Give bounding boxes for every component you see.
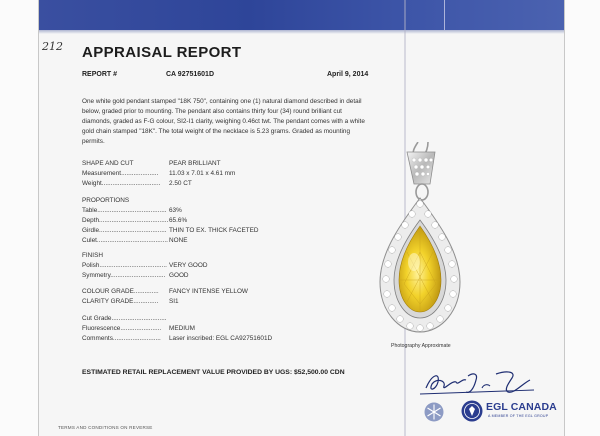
detail-label: Depth....................................... bbox=[82, 217, 169, 224]
pendant-photo bbox=[362, 142, 472, 342]
section-title-finish: FINISH bbox=[82, 252, 103, 259]
terms-note: TERMS AND CONDITIONS ON REVERSE bbox=[58, 425, 153, 430]
detail-label: Polish...................................... bbox=[82, 262, 167, 269]
detail-row-fluorescence bbox=[82, 324, 382, 333]
detail-row-culet bbox=[82, 236, 382, 245]
detail-row-clarity-grade bbox=[82, 297, 382, 306]
detail-value: 11.03 x 7.01 x 4.61 mm bbox=[169, 170, 236, 177]
detail-row-comments bbox=[82, 334, 382, 343]
detail-label: Table....................................... bbox=[82, 207, 167, 214]
detail-label: Weight................................. bbox=[82, 180, 161, 187]
detail-value: THIN TO EX. THICK FACETED bbox=[169, 227, 259, 234]
detail-value: 65.6% bbox=[169, 217, 188, 224]
detail-value: GOOD bbox=[169, 272, 189, 279]
detail-label: Comments........................... bbox=[82, 335, 161, 342]
egl-canada-logo: EGL CANADA bbox=[486, 401, 557, 413]
photo-caption: Photography Approximate bbox=[391, 343, 451, 349]
detail-label: Symmetry............................... bbox=[82, 272, 166, 279]
detail-row-shape bbox=[82, 159, 382, 168]
retail-value-statement: ESTIMATED RETAIL REPLACEMENT VALUE PROVIDED BY UGS: $52,500.00 CDN bbox=[82, 369, 345, 376]
egl-tagline: A MEMBER OF THE EGL GROUP bbox=[488, 414, 549, 418]
detail-row-symmetry bbox=[82, 271, 382, 280]
detail-value: MEDIUM bbox=[169, 325, 195, 332]
report-date: April 9, 2014 bbox=[327, 71, 369, 78]
signature bbox=[418, 366, 538, 398]
egl-seal-icon bbox=[461, 400, 483, 422]
page-title: APPRAISAL REPORT bbox=[82, 44, 242, 61]
detail-label: Cut Grade............................... bbox=[82, 315, 167, 322]
detail-label: SHAPE AND CUT bbox=[82, 160, 134, 167]
detail-value: 2.50 CT bbox=[169, 180, 192, 187]
detail-value: SI1 bbox=[169, 298, 179, 305]
detail-value: Laser inscribed: EGL CA92751601D bbox=[169, 335, 273, 342]
report-number-label: REPORT # bbox=[82, 71, 118, 78]
fold-line-top bbox=[444, 0, 445, 30]
detail-row-weight bbox=[82, 179, 382, 188]
detail-label: COLOUR GRADE.............. bbox=[82, 288, 159, 295]
detail-label: CLARITY GRADE.............. bbox=[82, 298, 159, 305]
detail-row-girdle bbox=[82, 226, 382, 235]
detail-value: FANCY INTENSE YELLOW bbox=[169, 288, 248, 295]
diamond-snowflake-icon bbox=[424, 402, 444, 422]
detail-value: 63% bbox=[169, 207, 182, 214]
detail-value: NONE bbox=[169, 237, 188, 244]
report-number-value: CA 92751601D bbox=[166, 71, 214, 78]
detail-row-depth bbox=[82, 216, 382, 225]
detail-row-polish bbox=[82, 261, 382, 270]
section-title-proportions: PROPORTIONS bbox=[82, 197, 130, 204]
detail-value: VERY GOOD bbox=[169, 262, 208, 269]
detail-row-colour-grade bbox=[82, 287, 382, 296]
header-band bbox=[39, 0, 564, 30]
item-description: One white gold pendant stamped "18K 750", containing one (1) natural diamond described in detail below, graded prior to mounting. The pendant also contains thirty four (34) round brilliant cut diamonds, graded as F-G colour, SI2-I1 clarity, weighing 0.46ct twt. The pendant comes with a white gold chain stamped "18K". The total weight of the necklace is 5.23 grams. Graded as mounting permits. bbox=[82, 98, 365, 145]
detail-label: Girdle...................................... bbox=[82, 227, 167, 234]
detail-label: Measurement..................... bbox=[82, 170, 159, 177]
detail-label: Fluorescence....................... bbox=[82, 325, 162, 332]
detail-row-measurement bbox=[82, 169, 382, 178]
detail-row-cut-grade bbox=[82, 314, 382, 323]
detail-label: Culet........................................ bbox=[82, 237, 168, 244]
detail-value: PEAR BRILLIANT bbox=[169, 160, 221, 167]
detail-row-table bbox=[82, 206, 382, 215]
handwritten-page-number: 212 bbox=[42, 40, 63, 53]
